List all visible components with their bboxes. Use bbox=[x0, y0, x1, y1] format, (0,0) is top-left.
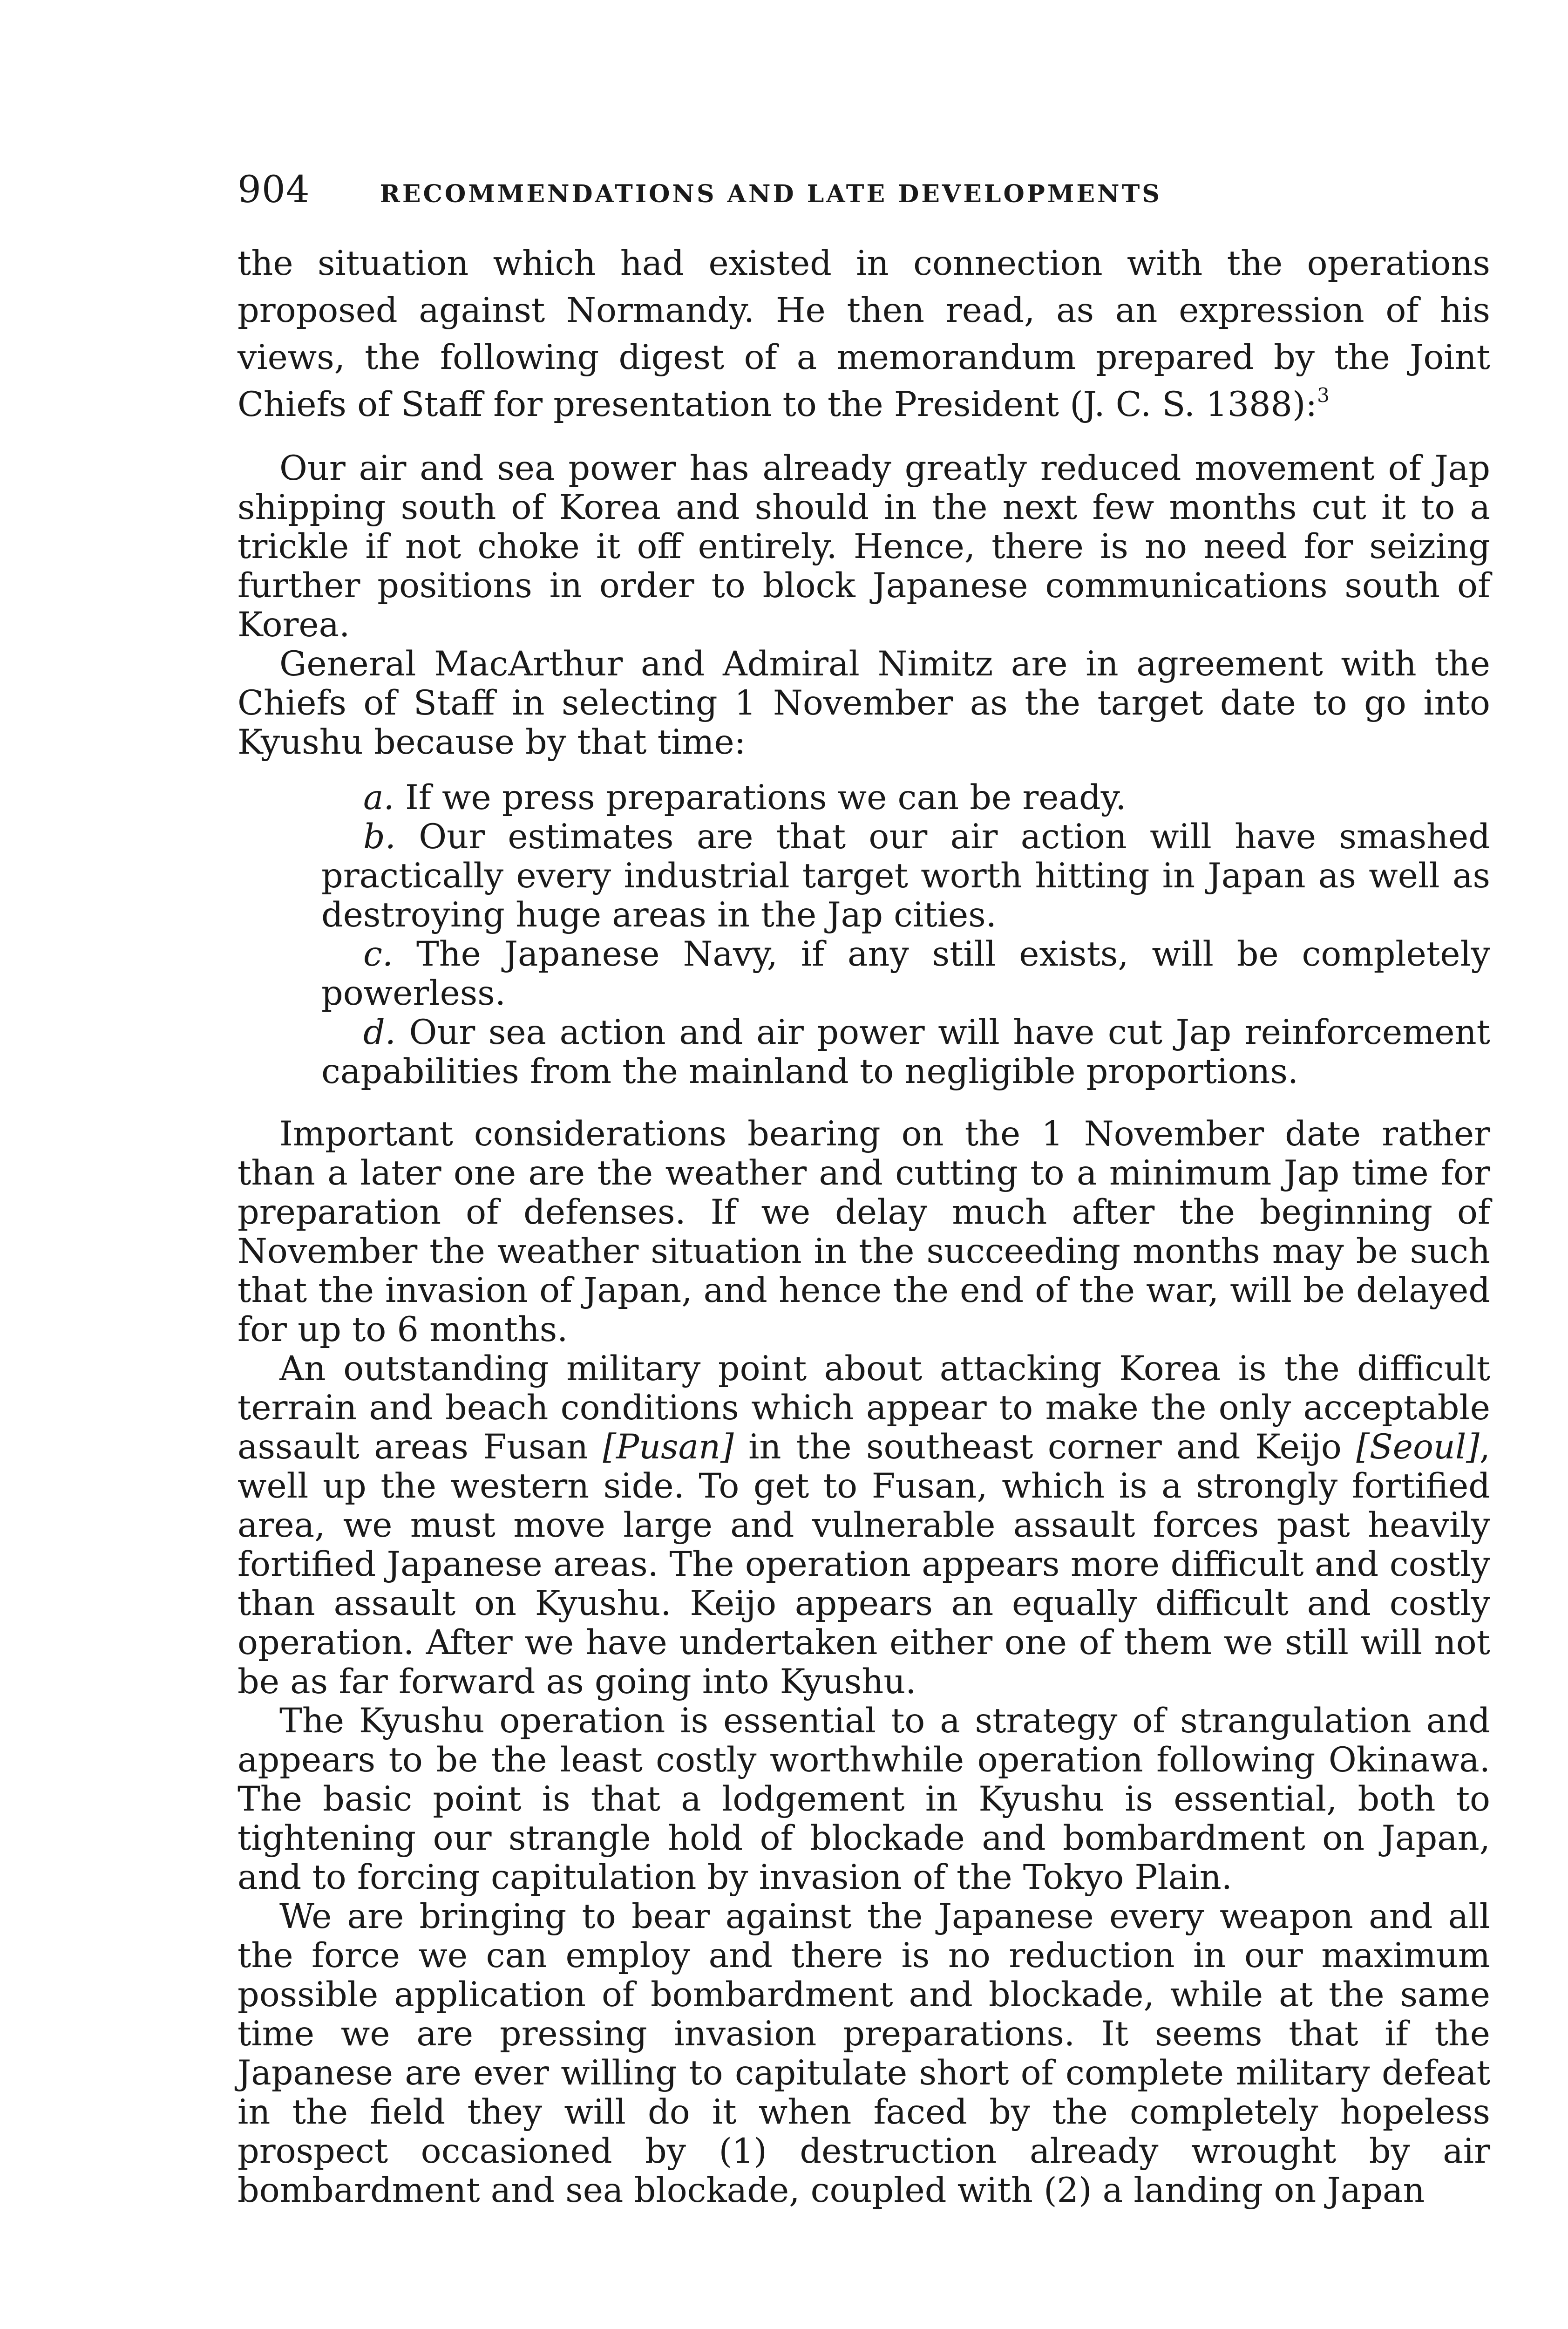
list-item-label: b. bbox=[363, 817, 396, 857]
list-item-text: The Japanese Navy, if any still exists, will be completely powerless. bbox=[321, 934, 1490, 1013]
intro-paragraph bbox=[238, 240, 1490, 428]
paragraph-text: An outstanding military point about attacking Korea is the difficult terrain and beach conditions which appear to make the only acceptable assault areas Fusan bbox=[238, 1349, 1490, 1467]
intro-text: the situation which had existed in connection with the operations proposed against Normandy. He then read, as an expression of his views, the following digest of a memorandum prepared by the Joint Chiefs of Staff for presentation to the President (J. C. S. 1388): bbox=[238, 244, 1490, 424]
quote-paragraph-4 bbox=[238, 1349, 1490, 1702]
editorial-note-seoul: [Seoul] bbox=[1356, 1427, 1480, 1467]
list-item-text: Our estimates are that our air action will have smashed practically every industrial target worth hitting in Japan as well as destroying huge areas in the Jap cities. bbox=[321, 817, 1490, 935]
list-item-label: d. bbox=[363, 1013, 396, 1052]
paragraph-text: , well up the western side. To get to Fusan, which is a strongly fortified area, we must move large and vulnerable assault forces past heavily fortified Japanese areas. The operation appears more difficult and costly than assault on Kyushu. Keijo appears an equally difficult and costly operation. After we have undertaken either one of them we still will not be as far forward as going into Kyushu. bbox=[238, 1427, 1490, 1702]
page-header bbox=[238, 168, 1490, 224]
list-item-label: c. bbox=[363, 934, 394, 974]
quoted-memorandum-part-2 bbox=[238, 1115, 1490, 2210]
editorial-note-pusan: [Pusan] bbox=[603, 1427, 734, 1467]
quote-paragraph-6: We are bringing to bear against the Japanese every weapon and all the force we can employ and there is no reduction in our maximum possible application of bombardment and blockade, while at the same time we are pressing invasion preparations. It seems that if the Japanese are ever willing to capitulate short of complete military defeat in the field they will do it when faced by the completely hopeless prospect occasioned by (1) destruction already wrought by air bombardment and sea blockade, coupled with (2) a landing on Japan bbox=[238, 1897, 1490, 2210]
quoted-memorandum-part-1 bbox=[238, 449, 1490, 1091]
page-number: 904 bbox=[238, 168, 310, 211]
quote-paragraph-1: Our air and sea power has already greatly reduced movement of Jap shipping south of Korea and should in the next few months cut it to a trickle if not choke it off entirely. Hence, there is no need for seizing further positions in order to block Japanese communications south of Korea. bbox=[238, 449, 1490, 645]
quote-paragraph-3: Important considerations bearing on the 1 November date rather than a later one are the weather and cutting to a minimum Jap time for preparation of defenses. If we delay much after the beginning of November the weather situation in the succeeding months may be such that the invasion of Japan, and hence the end of the war, will be delayed for up to 6 months. bbox=[238, 1114, 1490, 1349]
list-item bbox=[321, 817, 1490, 935]
quote-paragraph-5: The Kyushu operation is essential to a strategy of strangulation and appears to be the least costly worthwhile operation following Okinawa. The basic point is that a lodgement in Kyushu is essential, both to tightening our strangle hold of blockade and bombardment on Japan, and to forcing capitulation by invasion of the Tokyo Plain. bbox=[238, 1701, 1490, 1897]
quote-list bbox=[238, 778, 1490, 1091]
page-content bbox=[238, 168, 1490, 2210]
footnote-reference: 3 bbox=[1317, 384, 1330, 407]
list-item bbox=[321, 778, 1490, 817]
body-text bbox=[238, 240, 1490, 428]
quote-paragraph-2: General MacArthur and Admiral Nimitz are in agreement with the Chiefs of Staff in selecting 1 November as the target date to go into Kyushu because by that time: bbox=[238, 644, 1490, 762]
list-item bbox=[321, 1013, 1490, 1091]
paragraph-text: in the southeast corner and Keijo bbox=[733, 1427, 1357, 1467]
running-head: RECOMMENDATIONS AND LATE DEVELOPMENTS bbox=[380, 180, 1162, 208]
list-item-text: If we press preparations we can be ready. bbox=[405, 778, 1127, 817]
list-item-text: Our sea action and air power will have cut Jap reinforcement capabilities from the mainland to negligible proportions. bbox=[321, 1013, 1490, 1091]
list-item bbox=[321, 935, 1490, 1013]
list-item-label: a. bbox=[363, 778, 394, 817]
